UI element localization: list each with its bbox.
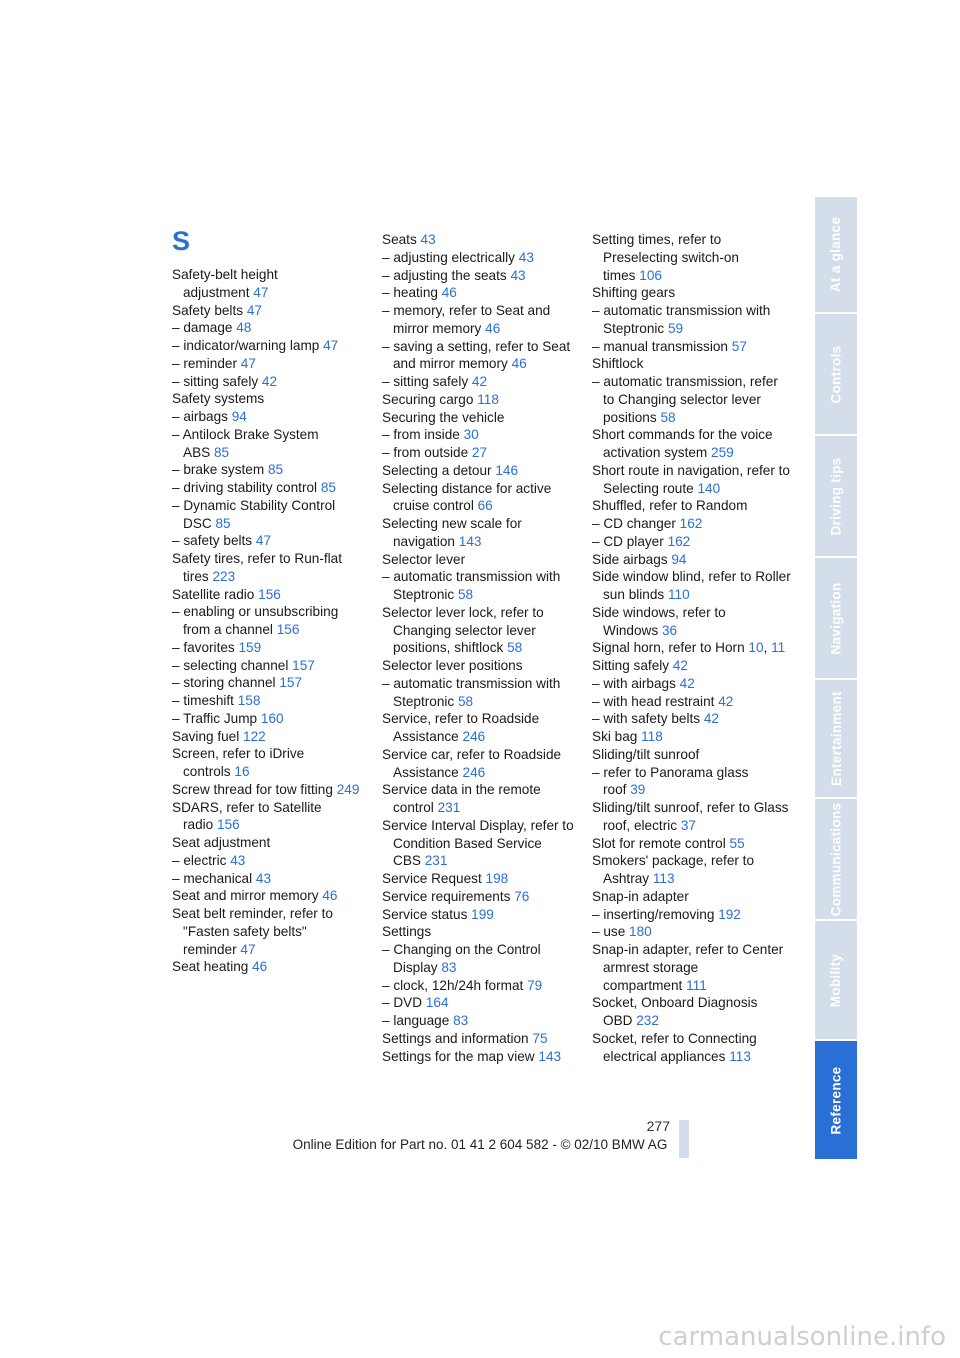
index-entry-text: Sitting safely (592, 658, 670, 673)
index-entry (382, 888, 577, 906)
index-entry-text: Selector lever (382, 551, 466, 567)
index-entry (592, 888, 792, 906)
page-reference-link[interactable]: 259 (711, 445, 734, 460)
page-reference-link[interactable]: 113 (729, 1048, 751, 1064)
index-entry (592, 497, 792, 515)
page-reference-link[interactable]: 198 (485, 871, 509, 886)
page-reference-link[interactable]: 231 (437, 800, 461, 815)
index-entry-text: Selecting distance for active cruise control (382, 480, 552, 514)
index-entry (382, 462, 577, 480)
index-entry (172, 426, 362, 462)
index-entry (382, 1030, 577, 1048)
index-entry-text: – CD changer (592, 516, 676, 531)
index-entry (382, 426, 577, 444)
page-reference-link[interactable]: 122 (243, 728, 266, 744)
index-entry-text: – manual transmission (592, 338, 728, 354)
page-reference-link[interactable]: 43 (518, 249, 534, 265)
index-entry-text: Ski bag (592, 729, 638, 744)
index-entry-text: – Traffic Jump (172, 710, 258, 726)
index-entry (172, 586, 362, 604)
chapter-tab-label: At a glance (828, 216, 844, 293)
index-entry (592, 426, 792, 462)
page-reference-link[interactable]: 162 (679, 516, 703, 531)
page-reference-link[interactable]: 43 (420, 232, 436, 247)
index-entry (172, 781, 362, 799)
index-entry (172, 497, 362, 533)
page-reference-link[interactable]: 140 (697, 480, 721, 496)
page-reference-link[interactable]: 36 (661, 622, 678, 638)
chapter-tab-communications[interactable] (815, 799, 857, 919)
page-reference-link[interactable]: 43 (510, 267, 526, 283)
chapter-tab-label: Navigation (828, 581, 844, 655)
index-entry (382, 551, 577, 569)
index-entry-text: Service Request (382, 871, 482, 886)
page-reference-link[interactable]: 47 (253, 284, 269, 300)
page-reference-link[interactable]: 75 (532, 1030, 548, 1046)
chapter-tab-label: Controls (828, 345, 844, 403)
index-entry-text: Securing the vehicle (382, 409, 505, 425)
index-entry (382, 1012, 577, 1030)
index-entry (592, 923, 792, 941)
index-entry (592, 941, 792, 994)
index-entry-text: Seat adjustment (172, 835, 271, 850)
section-letter: S (172, 226, 191, 256)
index-entry (592, 675, 792, 693)
index-entry-text: Service status (382, 906, 468, 922)
index-entry (382, 906, 577, 924)
index-entry-text: Screw thread for tow fitting (172, 781, 333, 797)
index-entry-text: Settings and information (382, 1030, 529, 1046)
page-reference-link[interactable]: 223 (212, 568, 236, 584)
index-entry-text: Seats (382, 232, 417, 247)
page-reference-link[interactable]: 43 (255, 870, 272, 886)
page-reference-link[interactable]: 118 (477, 391, 499, 407)
index-entry (382, 781, 577, 817)
page-reference-link[interactable]: 85 (320, 480, 336, 495)
page-reference-link[interactable]: 199 (471, 906, 494, 922)
index-entry (172, 905, 362, 958)
page-reference-link[interactable]: 143 (458, 533, 482, 549)
page-reference-link[interactable]: 106 (639, 267, 662, 283)
page-reference-link[interactable]: 160 (260, 710, 284, 726)
page-reference-link[interactable]: 58 (507, 640, 523, 656)
page-reference-link[interactable]: 83 (441, 959, 457, 975)
chapter-tab-controls[interactable] (815, 314, 857, 434)
index-entry (172, 692, 362, 710)
page-reference-link[interactable]: 46 (511, 356, 527, 372)
index-entry-text: Safety belts (172, 302, 244, 318)
index-entry (382, 870, 577, 888)
chapter-tab-at-a-glance[interactable] (815, 197, 857, 312)
page-reference-link[interactable]: 94 (671, 551, 687, 567)
watermark: carmanualsonline.info (658, 1322, 946, 1352)
index-entry-text: – automatic transmission, refer to Changing selector lever positions (592, 374, 778, 425)
index-entry-text: – CD player (592, 533, 664, 549)
index-entry (172, 266, 362, 302)
index-entry-text: – reminder (172, 355, 237, 371)
index-entry (172, 834, 362, 852)
index-entry-text: Signal horn, refer to Horn (592, 640, 745, 656)
page-number: 277 (646, 1118, 670, 1134)
index-entry-text: – sitting safely (172, 373, 259, 389)
index-entry-text: – DVD (382, 995, 423, 1011)
index-entry (382, 923, 577, 941)
index-entry (172, 408, 362, 426)
page-reference-link[interactable]: 46 (485, 320, 501, 336)
index-entry-text: Securing cargo (382, 391, 474, 407)
page-reference-link[interactable]: 46 (322, 888, 338, 904)
index-entry-text: – indicator/warning lamp (172, 338, 320, 353)
index-entry-text: – storing channel (172, 675, 276, 691)
index-entry (592, 551, 792, 569)
index-entry-text: – from inside (382, 427, 460, 443)
index-entry (382, 710, 577, 746)
index-entry (592, 462, 792, 498)
index-entry (172, 639, 362, 657)
index-entry-text: Socket, refer to Connecting electrical appliances (592, 1030, 757, 1064)
index-entry-text: Safety systems (172, 391, 265, 407)
index-entry-text: Side windows, refer to Windows (592, 604, 726, 638)
index-entry (172, 852, 362, 870)
page-reference-link[interactable]: 113 (652, 871, 675, 886)
page-reference-link[interactable]: 27 (471, 445, 488, 460)
index-entry (382, 249, 577, 267)
index-column-3 (592, 231, 792, 1065)
page-reference-link[interactable]: 79 (527, 977, 543, 993)
page-reference-link[interactable]: 42 (672, 658, 688, 673)
page-reference-link[interactable]: 159 (238, 639, 262, 655)
index-entry (592, 604, 792, 640)
index-entry (172, 887, 362, 905)
index-entry-text: Seat belt reminder, refer to "Fasten safety belts" reminder (172, 906, 333, 957)
index-entry-text: Shuffled, refer to Random (592, 498, 748, 514)
index-entry-text: Selector lever positions (382, 658, 523, 673)
index-entry (382, 994, 577, 1012)
index-entry (172, 337, 362, 355)
page-reference-link[interactable]: 76 (514, 888, 530, 904)
page-reference-link[interactable]: 59 (668, 320, 684, 336)
index-entry (382, 444, 577, 462)
index-entry (382, 409, 577, 427)
index-entry (382, 515, 577, 551)
page-reference-link[interactable]: 156 (258, 586, 281, 602)
index-entry (592, 1030, 792, 1066)
index-entry-text: – language (382, 1013, 450, 1028)
index-entry (382, 480, 577, 516)
index-entry (382, 373, 577, 391)
index-entry-text: Side window blind, refer to Roller sun blinds (592, 569, 791, 602)
page-reference-link[interactable]: 42 (261, 373, 278, 389)
index-entry (592, 515, 792, 533)
page-reference-link[interactable]: 48 (236, 320, 252, 336)
index-entry-text: Settings (382, 924, 432, 940)
index-entry-text: Service, refer to Roadside Assistance (382, 711, 540, 744)
page-reference-link[interactable]: 249 (336, 781, 360, 797)
page-reference-link[interactable]: 156 (276, 622, 300, 637)
index-entry-text: – automatic transmission with Steptronic (382, 675, 561, 709)
index-entry-text: Settings for the map view (382, 1048, 535, 1064)
index-entry-text: Screen, refer to iDrive controls (172, 746, 305, 779)
page-reference-link[interactable]: 42 (703, 711, 719, 727)
index-entry-text: – memory, refer to Seat and mirror memory (382, 303, 551, 336)
page-reference-link[interactable]: 156 (217, 817, 240, 833)
page-reference-link[interactable]: 164 (425, 995, 449, 1011)
index-entry (592, 533, 792, 551)
page-reference-link[interactable]: 143 (538, 1048, 562, 1064)
index-entry-text: – with airbags (592, 675, 676, 691)
page-reference-link[interactable]: 47 (255, 533, 272, 549)
index-entry-text: Snap-in adapter (592, 888, 689, 904)
index-entry-text: – electric (172, 852, 227, 868)
index-entry (592, 231, 792, 284)
index-entry (172, 479, 362, 497)
index-entry-text: – with head restraint (592, 693, 715, 709)
index-entry-text: – sitting safely (382, 374, 469, 389)
index-entry: Signal horn, refer to Horn 10, 11 (592, 640, 786, 656)
index-entry (172, 870, 362, 888)
page-reference-link[interactable]: 43 (230, 852, 246, 868)
index-entry-text: – safety belts (172, 533, 253, 549)
page-reference-link[interactable]: 66 (477, 498, 493, 514)
index-entry-text: Selecting a detour (382, 462, 492, 478)
index-entry-text: Service requirements (382, 888, 511, 904)
index-entry-text: SDARS, refer to Satellite radio (172, 799, 322, 833)
index-entry (382, 675, 577, 711)
page-reference-link[interactable]: 58 (458, 693, 474, 709)
index-entry (592, 693, 792, 711)
index-entry (382, 817, 577, 870)
index-entry (172, 603, 362, 639)
page-reference-link[interactable]: 37 (680, 817, 696, 833)
page-reference-link[interactable]: 85 (213, 444, 230, 460)
chapter-tab-label: Communications (828, 802, 844, 916)
index-entry (592, 994, 792, 1030)
index-entry (172, 710, 362, 728)
index-entry-text: – inserting/removing (592, 906, 715, 922)
index-entry-text: – automatic transmission with Steptronic (592, 303, 771, 336)
index-entry-text: – saving a setting, refer to Seat and mirror memory (382, 338, 571, 372)
index-entry (172, 550, 362, 586)
index-entry (382, 657, 577, 675)
chapter-tab-label: Entertainment (828, 691, 844, 786)
index-entry (592, 835, 792, 853)
index-entry (592, 302, 792, 338)
index-entry-text: – Dynamic Stability Control DSC (172, 497, 336, 531)
chapter-tabs (815, 197, 857, 1161)
index-entry (382, 977, 577, 995)
index-entry-text: Shiftlock (592, 356, 644, 372)
index-entry-text: – enabling or unsubscribing from a channel (172, 604, 339, 637)
index-entry (592, 710, 792, 728)
index-entry-text: Smokers' package, refer to Ashtray (592, 853, 755, 886)
index-entry (172, 745, 362, 781)
footer-text: Online Edition for Part no. 01 41 2 604 582 - © 02/10 BMW AG (292, 1137, 668, 1152)
index-entry (382, 1048, 577, 1066)
page-reference-link[interactable]: 158 (237, 693, 261, 708)
index-entry (382, 391, 577, 409)
chapter-tab-entertainment[interactable] (815, 680, 857, 797)
index-entry-text: – Changing on the Control Display (382, 942, 541, 975)
index-column-2 (382, 231, 577, 1065)
page-reference-link[interactable]: 42 (679, 675, 695, 691)
index-entry (172, 355, 362, 373)
index-entry-text: – automatic transmission with Steptronic (382, 569, 561, 602)
chapter-tab-navigation[interactable] (815, 558, 857, 678)
index-entry (382, 604, 577, 657)
chapter-tab-driving-tips[interactable] (815, 436, 857, 556)
page-reference-link[interactable]: 180 (629, 924, 652, 940)
index-entry (592, 657, 792, 675)
index-entry (172, 461, 362, 479)
page-reference-link[interactable]: 162 (667, 533, 691, 549)
page-reference-link[interactable]: 232 (636, 1013, 659, 1028)
index-entry (592, 568, 792, 604)
index-entry-text: Selecting new scale for navigation (382, 516, 522, 549)
page-reference-link[interactable]: 46 (441, 285, 457, 301)
index-entry (172, 302, 362, 320)
index-entry-text: Snap-in adapter, refer to Center armrest storage compartment (592, 942, 784, 993)
page-reference-link[interactable]: 30 (463, 427, 479, 443)
index-entry-text: – favorites (172, 639, 235, 655)
index-entry-text: Side airbags (592, 551, 668, 567)
index-entry (382, 746, 577, 782)
index-entry (172, 319, 362, 337)
page-reference-link[interactable]: 42 (718, 693, 734, 709)
index-entry (592, 764, 792, 800)
index-entry-text: Socket, Onboard Diagnosis OBD (592, 995, 758, 1028)
page-reference-link[interactable]: 85 (267, 462, 284, 478)
index-entry-text: – damage (172, 320, 233, 336)
index-entry (172, 657, 362, 675)
index-entry-text: – airbags (172, 409, 228, 424)
page-reference-link[interactable]: 55 (729, 835, 745, 851)
index-entry (382, 302, 577, 338)
index-entry-text: Slot for remote control (592, 835, 726, 851)
index-entry-text: Shifting gears (592, 285, 676, 301)
page-reference-link[interactable]: 39 (630, 782, 646, 798)
page-reference-link[interactable]: 16 (234, 764, 250, 779)
index-entry (592, 906, 792, 924)
chapter-tab-mobility[interactable] (815, 921, 857, 1039)
page-reference-link[interactable]: 85 (215, 515, 231, 531)
index-entry-text: – mechanical (172, 870, 253, 886)
index-entry (592, 373, 792, 426)
page-reference-link[interactable]: 57 (731, 338, 747, 354)
page-reference-link[interactable]: 118 (641, 729, 663, 744)
index-entry-text: – adjusting electrically (382, 249, 515, 265)
index-entry-text: Service data in the remote control (382, 782, 541, 815)
page-reference-link[interactable]: 157 (292, 657, 315, 673)
index-entry (172, 799, 362, 835)
index-entry-text: Seat and mirror memory (172, 888, 319, 904)
index-entry-text: Safety-belt height adjustment (172, 267, 278, 300)
index-entry (382, 284, 577, 302)
chapter-tab-label: Mobility (828, 953, 844, 1007)
index-entry-text: – driving stability control (172, 480, 318, 495)
page-reference-link[interactable]: 110 (668, 587, 690, 602)
index-entry-text: Sliding/tilt sunroof, refer to Glass roof, electric (592, 800, 789, 833)
index-entry-text: Service Interval Display, refer to Condition Based Service CBS (382, 817, 574, 869)
page-reference-link[interactable]: 83 (453, 1013, 469, 1028)
index-entry (172, 373, 362, 391)
index-entry-text: Service car, refer to Roadside Assistance (382, 746, 562, 780)
index-entry (592, 728, 792, 746)
index-entry-text: – timeshift (172, 693, 234, 708)
chapter-tab-label: Driving tips (828, 457, 844, 535)
page-reference-link[interactable]: 192 (718, 906, 741, 922)
page-reference-link[interactable]: 146 (495, 462, 519, 478)
page-reference-link[interactable]: 246 (462, 729, 486, 744)
index-entry (592, 338, 792, 356)
index-entry-text: – adjusting the seats (382, 267, 507, 283)
page-reference-link[interactable]: 47 (323, 338, 339, 353)
index-entry-text: Setting times, refer to Preselecting switch-on times (592, 232, 739, 283)
index-entry (592, 746, 792, 764)
page-reference-link[interactable]: 58 (660, 409, 676, 425)
index-entry (172, 958, 362, 976)
index-entry-text: – Antilock Brake System ABS (172, 426, 319, 460)
index-column-1 (172, 266, 362, 976)
index-entry (592, 284, 792, 302)
index-entry (172, 390, 362, 408)
page-reference-link[interactable]: 47 (246, 302, 262, 318)
index-entry-text: Selector lever lock, refer to Changing selector lever positions, shiftlock (382, 604, 544, 656)
index-entry-text: Safety tires, refer to Run-flat tires (172, 551, 342, 584)
page-reference-link[interactable]: 47 (240, 941, 256, 957)
index-entry (382, 267, 577, 285)
index-entry-text: – brake system (172, 462, 265, 478)
index-entry-text: Short route in navigation, refer to Selecting route (592, 462, 790, 496)
index-entry (172, 728, 362, 746)
index-entry-text: Short commands for the voice activation system (592, 427, 773, 460)
page-reference-link[interactable]: 246 (462, 764, 486, 780)
index-entry-text: – with safety belts (592, 711, 701, 727)
index-entry-text: Seat heating (172, 959, 249, 975)
index-entry-text: Satellite radio (172, 586, 255, 602)
index-entry-text: – refer to Panorama glass roof (592, 764, 749, 798)
index-entry (382, 568, 577, 604)
index-entry-text: – selecting channel (172, 657, 289, 673)
index-entry (382, 338, 577, 374)
index-entry-text: Saving fuel (172, 728, 240, 744)
page-reference-link[interactable]: 46 (252, 959, 268, 975)
index-entry (382, 231, 577, 249)
page-reference-link[interactable]: 47 (240, 355, 256, 371)
index-entry (172, 532, 362, 550)
page-reference-link[interactable]: 11 (771, 640, 786, 656)
index-entry (592, 799, 792, 835)
page-reference-link[interactable]: 94 (231, 409, 247, 424)
page-reference-link[interactable]: 157 (279, 675, 303, 691)
chapter-tab-label: Reference (828, 1066, 844, 1134)
index-entry-text: – from outside (382, 445, 469, 460)
index-entry-text: – clock, 12h/24h format (382, 977, 524, 993)
page-reference-link[interactable]: 10 (748, 640, 764, 656)
index-entry-text: Sliding/tilt sunroof (592, 746, 700, 762)
page-reference-link[interactable]: 42 (471, 374, 488, 389)
page-reference-link[interactable]: 231 (424, 853, 448, 869)
index-entry (172, 674, 362, 692)
index-entry (592, 852, 792, 888)
index-entry-text: – heating (382, 285, 438, 301)
index-entry (592, 355, 792, 373)
page-reference-link[interactable]: 111 (686, 977, 707, 993)
page-reference-link[interactable]: 58 (458, 587, 474, 602)
index-entry-text: – use (592, 924, 626, 940)
index-entry (382, 941, 577, 977)
